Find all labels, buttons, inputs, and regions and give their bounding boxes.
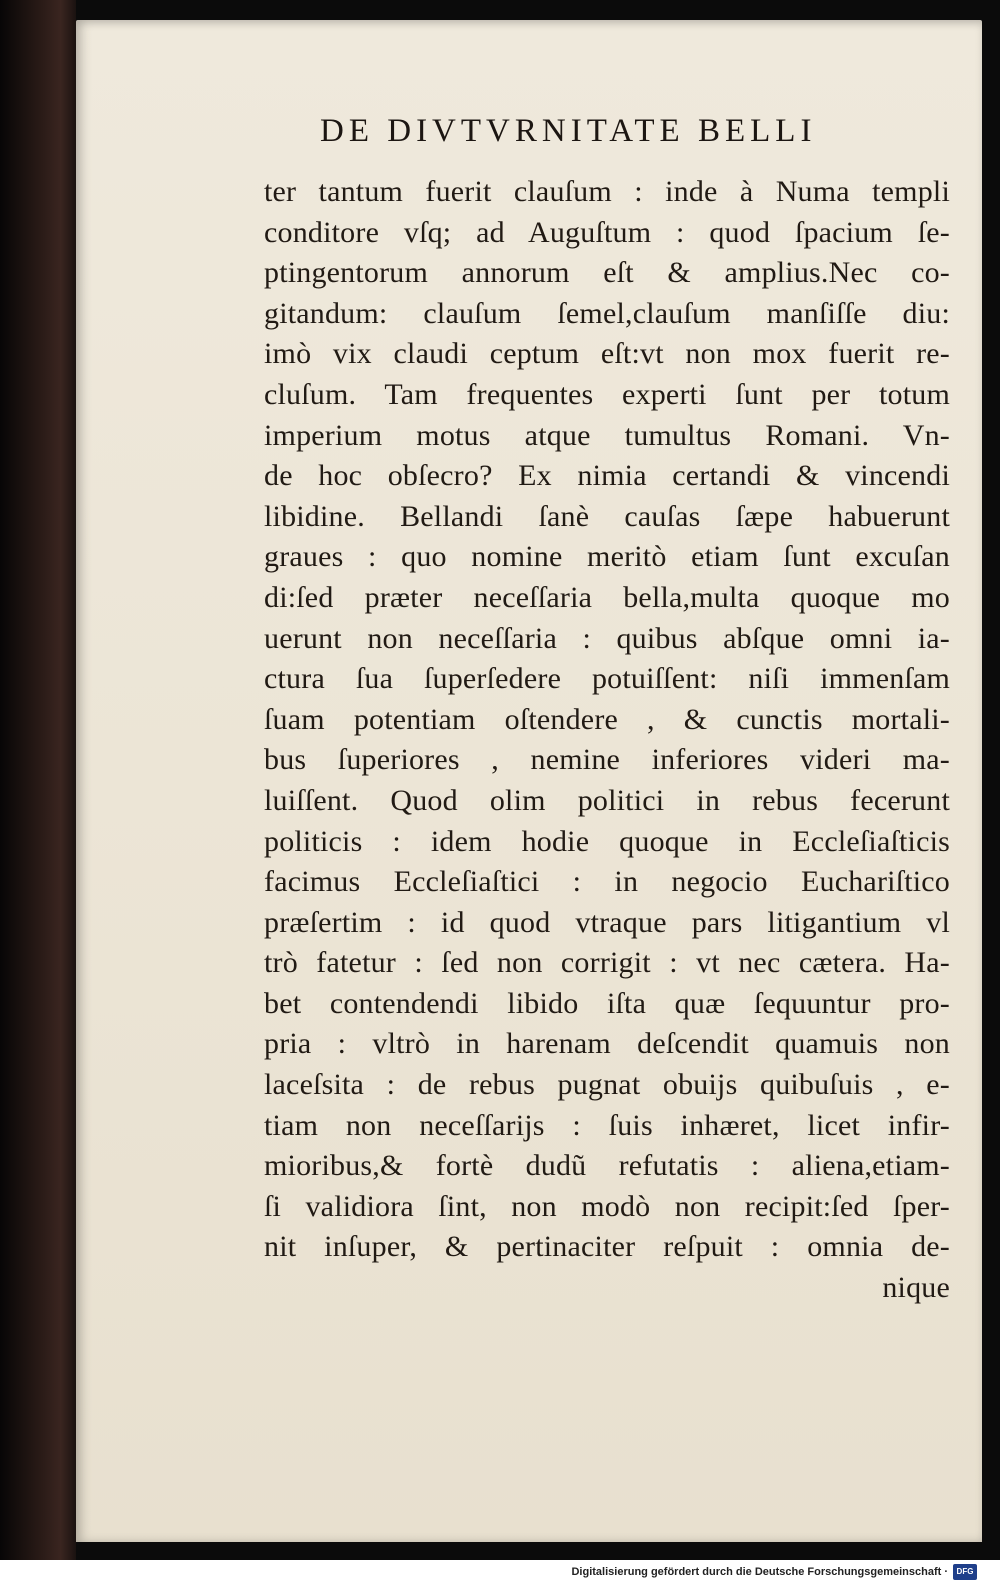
digitization-credit: Digitalisierung gefördert durch die Deutsche Forschungsgemeinschaft · <box>571 1566 948 1578</box>
text-line: facimus Eccleſiaſtici : in negocio Euchariſtico <box>264 865 950 899</box>
text-line: nit inſuper, & pertinaciter reſpuit : omnia de- <box>264 1230 950 1264</box>
text-line: luiſſent. Quod olim politici in rebus fecerunt <box>264 783 950 817</box>
text-line: imò vix claudi ceptum eſt:vt non mox fuerit re- <box>264 337 950 371</box>
text-line: bet contendendi libido iſta quæ ſequuntur pro- <box>264 986 950 1020</box>
text-line: de hoc obſecro? Ex nimia certandi & vincendi <box>264 459 950 493</box>
text-line: di:ſed præter neceſſaria bella,multa quoque mo <box>264 580 950 614</box>
text-line: graues : quo nomine meritò etiam ſunt excuſan <box>264 540 950 574</box>
text-line: ctura ſua ſuperſedere potuiſſent: niſi immenſam <box>264 662 950 696</box>
book-edge <box>0 0 76 1560</box>
catchword: nique <box>882 1271 950 1305</box>
body-text <box>264 172 950 1309</box>
text-line: trò fatetur : ſed non corrigit : vt nec cætera. Ha- <box>264 946 950 980</box>
text-line: gitandum: clauſum ſemel,clauſum manſiſſe diu: <box>264 296 950 330</box>
text-line: cluſum. Tam frequentes experti ſunt per totum <box>264 377 950 411</box>
text-line: imperium motus atque tumultus Romani. Vn- <box>264 418 950 452</box>
text-line: ſi validiora ſint, non modò non recipit:ſed ſper- <box>264 1189 950 1223</box>
running-head: DE DIVTVRNITATE BELLI <box>320 113 817 149</box>
text-line: bus ſuperiores , nemine inferiores videri ma- <box>264 743 950 777</box>
text-line: politicis : idem hodie quoque in Eccleſiaſticis <box>264 824 950 858</box>
text-line: ptingentorum annorum eſt & amplius.Nec co- <box>264 256 950 290</box>
text-line: præſertim : id quod vtraque pars litigantium vl <box>264 905 950 939</box>
text-line: conditore vſq; ad Auguſtum : quod ſpacium ſe- <box>264 215 950 249</box>
text-line: uerunt non neceſſaria : quibus abſque omni ia- <box>264 621 950 655</box>
text-line: ſuam potentiam oſtendere , & cunctis mortali- <box>264 702 950 736</box>
text-line: pria : vltrò in harenam deſcendit quamuis non <box>264 1027 950 1061</box>
text-line: libidine. Bellandi ſanè cauſas ſæpe habuerunt <box>264 499 950 533</box>
text-line: mioribus,& fortè dudũ refutatis : aliena,etiam- <box>264 1149 950 1183</box>
text-line: ter tantum fuerit clauſum : inde à Numa templi <box>264 175 950 208</box>
text-line: laceſsita : de rebus pugnat obuijs quibuſuis , e- <box>264 1068 950 1102</box>
dfg-logo-icon: DFG <box>953 1564 977 1580</box>
text-line: tiam non neceſſarijs : ſuis inhæret, licet infir- <box>264 1108 950 1142</box>
